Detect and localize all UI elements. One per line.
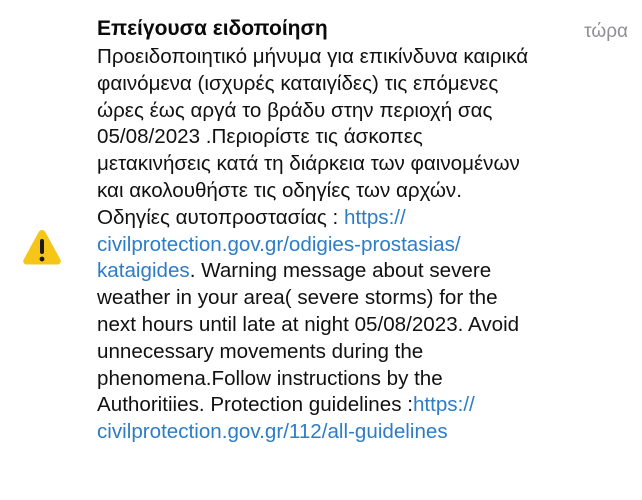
guidelines-label-english: Authoritiies. Protection guidelines : <box>97 393 413 417</box>
notification-time: τώρα <box>584 21 628 42</box>
body-line: next hours until late at night 05/08/2023. Avoid <box>97 312 520 336</box>
body-line <box>97 419 637 446</box>
notification-title: Επείγουσα ειδοποίηση <box>97 17 328 40</box>
all-guidelines-link[interactable]: https:// <box>412 393 475 417</box>
civil-protection-storm-link[interactable]: kataigides <box>97 259 190 283</box>
body-line: weather in your area( severe storms) for the <box>97 286 498 310</box>
body-line: unnecessary movements during the <box>97 339 424 363</box>
civil-protection-storm-link[interactable]: https:// <box>343 205 406 229</box>
body-line: Προειδοποιητικό μήνυμα για επικίνδυνα καιρικά <box>97 45 529 68</box>
civil-protection-storm-link[interactable]: civilprotection.gov.gr/odigies-prostasias/ <box>97 232 461 256</box>
warning-exclamation-bar <box>40 239 44 254</box>
notification-body <box>97 44 637 446</box>
all-guidelines-link[interactable]: civilprotection.gov.gr/112/all-guidelines <box>97 420 448 444</box>
warning-exclamation-dot <box>40 257 45 262</box>
body-line: μετακινήσεις κατά τη διάρκεια των φαινομένων <box>97 152 520 176</box>
body-line <box>97 232 637 259</box>
body-line: ώρες έως αργά το βράδυ στην περιοχή σας <box>97 98 493 122</box>
body-line <box>97 258 637 285</box>
body-line: 05/08/2023 .Περιορίστε τις άσκοπες <box>97 125 423 149</box>
warning-triangle-icon <box>22 228 62 266</box>
english-warning-text: . Warning message about severe <box>189 259 492 283</box>
body-line: και ακολουθήστε τις οδηγίες των αρχών. <box>97 178 462 202</box>
guidelines-label-greek: Οδηγίες αυτοπροστασίας : <box>97 205 344 229</box>
body-line: φαινόμενα (ισχυρές καταιγίδες) τις επόμενες <box>97 71 499 95</box>
body-line <box>97 205 637 232</box>
body-line <box>97 392 637 419</box>
body-line: phenomena.Follow instructions by the <box>97 366 443 390</box>
